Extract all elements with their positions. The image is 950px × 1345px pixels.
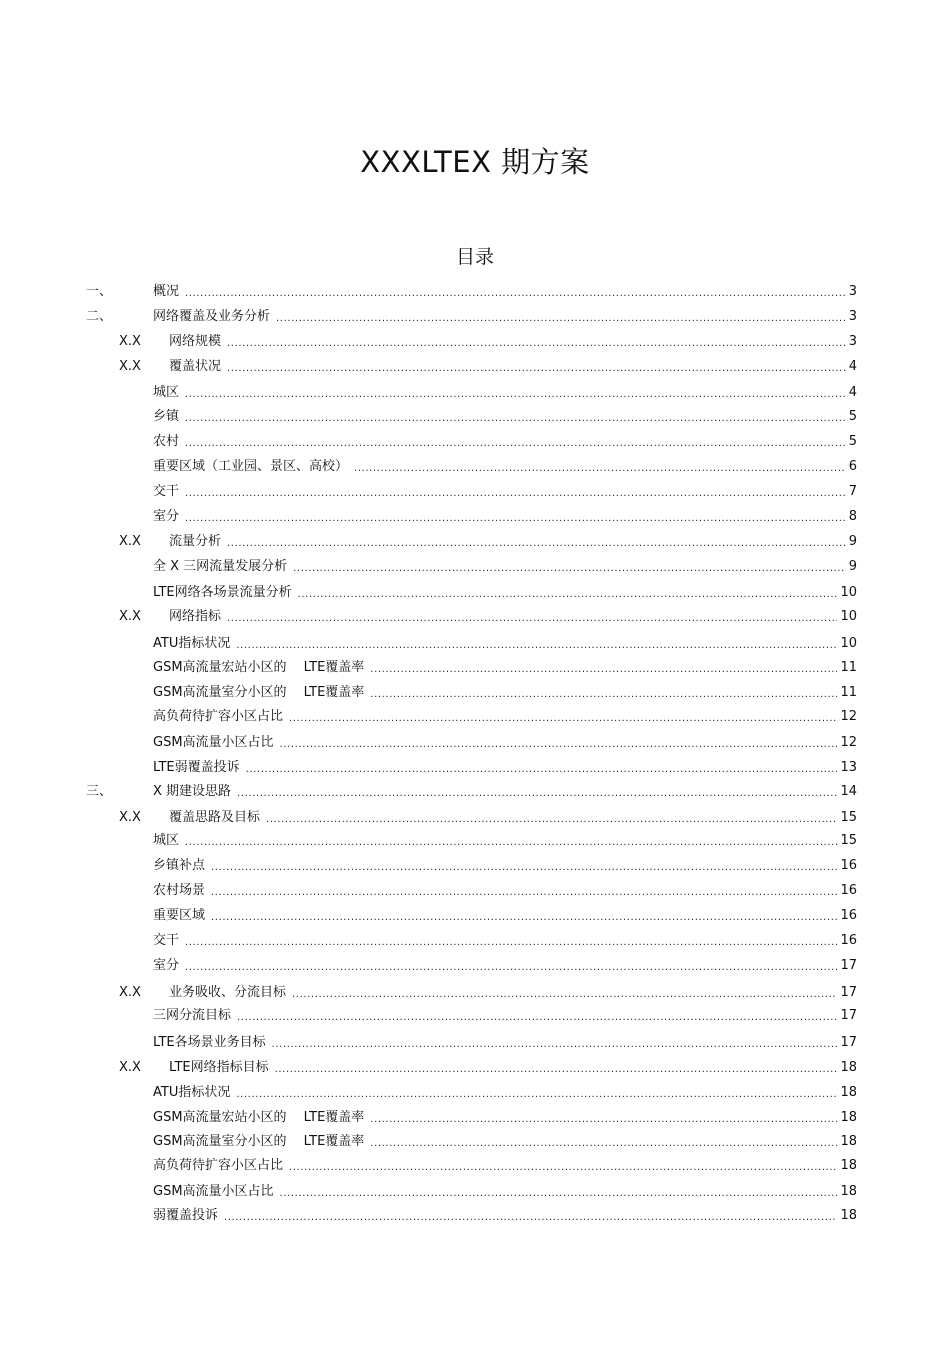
toc-entry-page-number: 7	[848, 484, 857, 499]
toc-entry-title: 城区	[153, 385, 180, 400]
toc-entry[interactable]	[153, 1109, 857, 1127]
toc-entry-title: LTE网络各场景流量分析	[153, 585, 292, 600]
toc-entry-page-number: 4	[848, 385, 857, 400]
toc-dot-leader	[227, 358, 846, 376]
toc-entry-page-number: 18	[840, 1134, 857, 1149]
toc-dot-leader	[293, 558, 846, 576]
toc-entry-page-number: 11	[840, 660, 857, 675]
toc-entry-title: GSM高流量宏站小区的 LTE覆盖率	[153, 660, 365, 675]
toc-entry-page-number: 10	[840, 636, 857, 651]
toc-entry[interactable]	[153, 882, 857, 900]
toc-entry[interactable]	[153, 957, 857, 975]
toc-entry[interactable]	[153, 932, 857, 950]
toc-dot-leader	[370, 659, 837, 677]
document-title: XXXLTEX 期方案	[360, 145, 590, 179]
toc-entry-page-number: 17	[840, 1035, 857, 1050]
toc-entry-title: 室分	[153, 509, 180, 524]
toc-dot-leader	[211, 882, 837, 900]
toc-dot-leader	[280, 734, 838, 752]
toc-entry[interactable]	[86, 308, 857, 326]
toc-dot-leader	[236, 1084, 837, 1102]
toc-entry-title: 三网分流目标	[153, 1008, 232, 1023]
toc-entry-title: 重要区域（工业园、景区、高校）	[153, 459, 349, 474]
toc-entry-title: 交干	[153, 484, 180, 499]
toc-entry-number: 三、	[86, 784, 113, 799]
toc-entry-page-number: 9	[848, 534, 857, 549]
toc-entry[interactable]	[153, 408, 857, 426]
toc-entry-page-number: 17	[840, 1008, 857, 1023]
toc-dot-leader	[266, 809, 837, 827]
toc-entry-title: GSM高流量小区占比	[153, 1184, 274, 1199]
toc-entry[interactable]	[153, 584, 857, 602]
toc-entry-page-number: 18	[840, 1085, 857, 1100]
toc-entry-number: X.X	[119, 1060, 141, 1075]
toc-entry[interactable]	[86, 283, 857, 301]
toc-entry[interactable]	[153, 433, 857, 451]
toc-entry-title: 网络覆盖及业务分析	[153, 309, 271, 324]
toc-dot-leader	[227, 333, 846, 351]
toc-entry-page-number: 18	[840, 1158, 857, 1173]
toc-entry-title: 乡镇	[153, 409, 180, 424]
toc-entry-page-number: 10	[840, 585, 857, 600]
toc-entry[interactable]	[153, 1034, 857, 1052]
toc-dot-leader	[236, 635, 837, 653]
toc-entry-title: LTE网络指标目标	[169, 1060, 269, 1075]
toc-entry-title: GSM高流量小区占比	[153, 735, 274, 750]
toc-entry[interactable]	[153, 684, 857, 702]
toc-entry-title: 流量分析	[169, 534, 222, 549]
toc-dot-leader	[211, 857, 837, 875]
toc-dot-leader	[280, 1183, 838, 1201]
toc-dot-leader	[289, 708, 837, 726]
toc-entry-title: 室分	[153, 958, 180, 973]
toc-entry-title: LTE弱覆盖投诉	[153, 760, 240, 775]
toc-entry-page-number: 8	[848, 509, 857, 524]
toc-entry-title: 农村	[153, 434, 180, 449]
toc-entry-page-number: 3	[848, 309, 857, 324]
toc-entry[interactable]	[153, 508, 857, 526]
toc-entry-title: 乡镇补点	[153, 858, 206, 873]
toc-dot-leader	[211, 907, 837, 925]
toc-entry-page-number: 10	[840, 609, 857, 624]
toc-dot-leader	[275, 1059, 838, 1077]
toc-dot-leader	[185, 433, 846, 451]
toc-entry-page-number: 15	[840, 810, 857, 825]
toc-entry-title: X 期建设思路	[153, 784, 232, 799]
toc-entry-page-number: 11	[840, 685, 857, 700]
toc-entry[interactable]	[153, 832, 857, 850]
toc-entry-page-number: 15	[840, 833, 857, 848]
toc-entry[interactable]	[153, 708, 857, 726]
toc-entry-number: X.X	[119, 810, 141, 825]
toc-entry-page-number: 16	[840, 858, 857, 873]
toc-entry-title: 高负荷待扩容小区占比	[153, 709, 284, 724]
toc-dot-leader	[185, 483, 846, 501]
toc-dot-leader	[289, 1157, 837, 1175]
toc-entry-title: ATU指标状况	[153, 1085, 231, 1100]
toc-entry[interactable]	[119, 809, 857, 827]
toc-entry[interactable]	[153, 759, 857, 777]
toc-dot-leader	[276, 308, 846, 326]
toc-entry-page-number: 17	[840, 958, 857, 973]
toc-entry-page-number: 17	[840, 985, 857, 1000]
toc-entry[interactable]	[153, 1183, 857, 1201]
toc-dot-leader	[272, 1034, 838, 1052]
toc-entry-title: 网络指标	[169, 609, 222, 624]
toc-entry-title: GSM高流量宏站小区的 LTE覆盖率	[153, 1110, 365, 1125]
toc-entry-page-number: 5	[848, 434, 857, 449]
toc-entry-title: 交干	[153, 933, 180, 948]
toc-dot-leader	[185, 283, 846, 301]
toc-entry-number: X.X	[119, 609, 141, 624]
toc-entry[interactable]	[153, 659, 857, 677]
toc-dot-leader	[224, 1207, 837, 1225]
toc-dot-leader	[370, 1133, 837, 1151]
toc-entry-title: 网络规模	[169, 334, 222, 349]
toc-entry[interactable]	[119, 333, 857, 351]
toc-entry-page-number: 18	[840, 1060, 857, 1075]
toc-entry-page-number: 13	[840, 760, 857, 775]
toc-dot-leader	[227, 608, 837, 626]
toc-entry-title: 高负荷待扩容小区占比	[153, 1158, 284, 1173]
toc-entry-page-number: 18	[840, 1110, 857, 1125]
toc-dot-leader	[185, 384, 846, 402]
toc-entry[interactable]	[119, 1059, 857, 1077]
toc-entry-page-number: 18	[840, 1208, 857, 1223]
toc-entry-page-number: 16	[840, 933, 857, 948]
toc-dot-leader	[227, 533, 846, 551]
toc-entry-title: 概况	[153, 284, 180, 299]
toc-dot-leader	[354, 458, 846, 476]
toc-entry-title: GSM高流量室分小区的 LTE覆盖率	[153, 1134, 365, 1149]
toc-entry-page-number: 12	[840, 709, 857, 724]
toc-heading: 目录	[455, 246, 494, 268]
toc-dot-leader	[370, 684, 837, 702]
toc-dot-leader	[185, 957, 837, 975]
toc-entry-title: 覆盖思路及目标	[169, 810, 261, 825]
toc-entry[interactable]	[153, 558, 857, 576]
toc-entry-title: LTE各场景业务目标	[153, 1035, 266, 1050]
toc-entry[interactable]	[153, 384, 857, 402]
toc-dot-leader	[370, 1109, 837, 1127]
toc-entry[interactable]	[119, 984, 857, 1002]
toc-entry-page-number: 12	[840, 735, 857, 750]
toc-entry[interactable]	[119, 358, 857, 376]
toc-entry[interactable]	[119, 533, 857, 551]
toc-entry[interactable]	[153, 857, 857, 875]
toc-entry-number: X.X	[119, 985, 141, 1000]
toc-entry-title: 业务吸收、分流目标	[169, 985, 287, 1000]
toc-entry-page-number: 9	[848, 559, 857, 574]
toc-entry-page-number: 16	[840, 908, 857, 923]
toc-entry-page-number: 18	[840, 1184, 857, 1199]
toc-dot-leader	[185, 832, 837, 850]
toc-entry[interactable]	[86, 783, 857, 801]
toc-entry[interactable]	[153, 1084, 857, 1102]
toc-entry[interactable]	[153, 1207, 857, 1225]
toc-entry-number: X.X	[119, 534, 141, 549]
toc-entry-title: 城区	[153, 833, 180, 848]
toc-entry[interactable]	[153, 734, 857, 752]
toc-entry[interactable]	[153, 458, 857, 476]
toc-entry[interactable]	[153, 1007, 857, 1025]
toc-dot-leader	[298, 584, 838, 602]
toc-entry-page-number: 14	[840, 784, 857, 799]
toc-dot-leader	[237, 1007, 837, 1025]
toc-dot-leader	[246, 759, 838, 777]
toc-entry-title: GSM高流量室分小区的 LTE覆盖率	[153, 685, 365, 700]
toc-entry-page-number: 4	[848, 359, 857, 374]
toc-entry-title: 农村场景	[153, 883, 206, 898]
toc-entry-page-number: 3	[848, 284, 857, 299]
toc-entry-number: X.X	[119, 334, 141, 349]
toc-entry-number: 一、	[86, 284, 113, 299]
toc-entry[interactable]	[153, 635, 857, 653]
toc-entry-page-number: 3	[848, 334, 857, 349]
toc-dot-leader	[185, 508, 846, 526]
toc-entry[interactable]	[153, 1133, 857, 1151]
toc-entry[interactable]	[119, 608, 857, 626]
toc-dot-leader	[237, 783, 837, 801]
toc-entry-title: 全 X 三网流量发展分析	[153, 559, 288, 574]
toc-entry-number: X.X	[119, 359, 141, 374]
toc-entry-page-number: 5	[848, 409, 857, 424]
toc-entry-title: 覆盖状况	[169, 359, 222, 374]
toc-dot-leader	[185, 932, 837, 950]
toc-entry[interactable]	[153, 907, 857, 925]
toc-entry-number: 二、	[86, 309, 113, 324]
toc-entry-page-number: 16	[840, 883, 857, 898]
toc-entry[interactable]	[153, 1157, 857, 1175]
toc-entry-title: ATU指标状况	[153, 636, 231, 651]
toc-entry[interactable]	[153, 483, 857, 501]
toc-dot-leader	[185, 408, 846, 426]
toc-entry-page-number: 6	[848, 459, 857, 474]
toc-dot-leader	[292, 984, 837, 1002]
toc-entry-title: 重要区域	[153, 908, 206, 923]
toc-entry-title: 弱覆盖投诉	[153, 1208, 219, 1223]
